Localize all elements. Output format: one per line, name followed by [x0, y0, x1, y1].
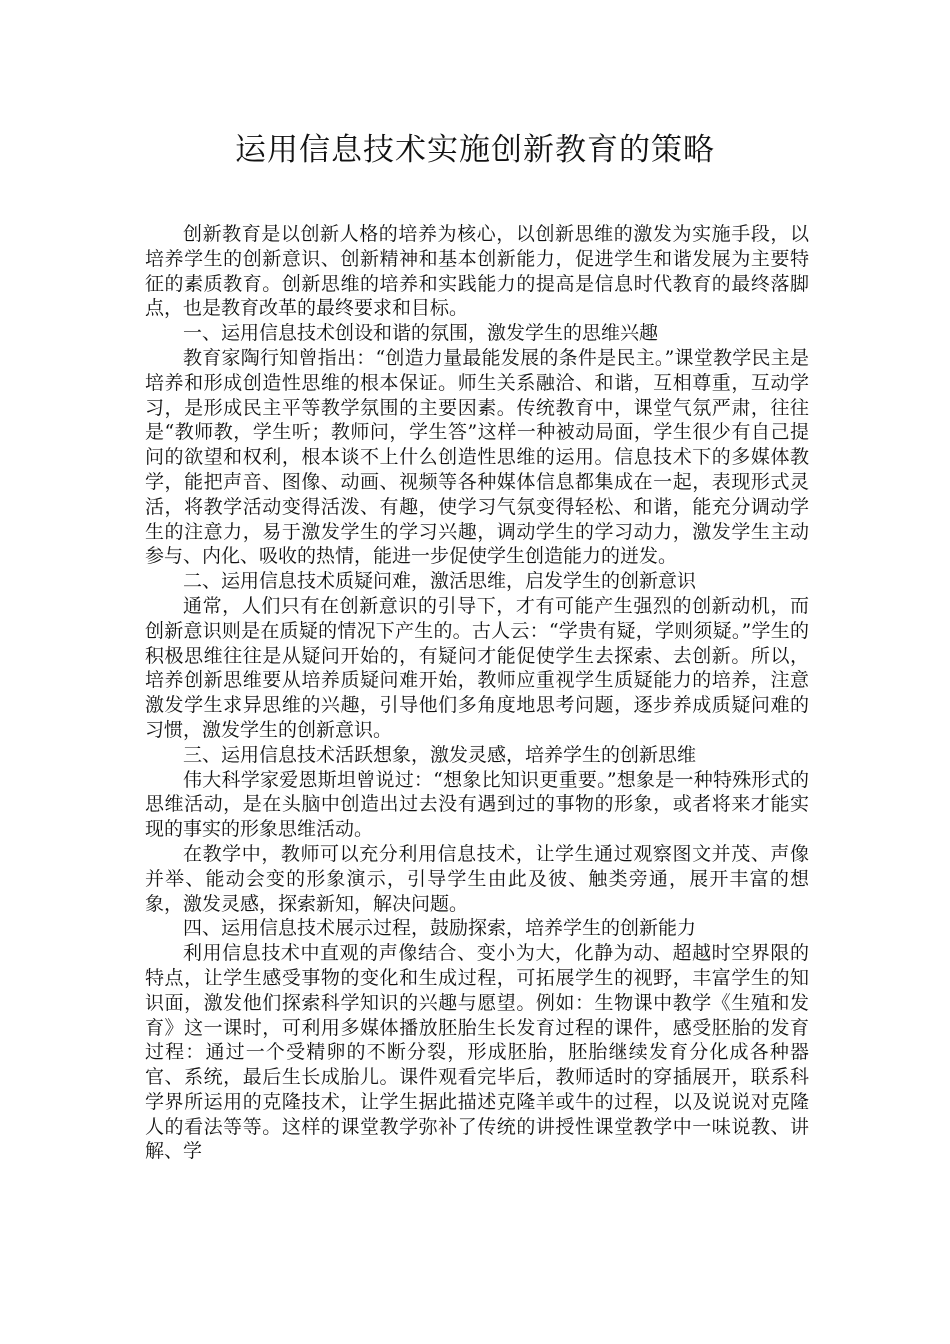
paragraph-section-2: 通常，人们只有在创新意识的引导下，才有可能产生强烈的创新动机，而创新意识则是在质疑的情况下产生的。古人云：“学贵有疑，学则须疑。”学生的积极思维往往是从疑问开始的，有疑问才能促使学生去探索、去创新。所以，培养创新思维要从培养质疑问难开始，教师应重视学生质疑能力的培养，注意激发学生求异思维的兴趣，引导他们多角度地思考问题，逐步养成质疑问难的习惯，激发学生的创新意识。: [145, 594, 809, 741]
section-heading-1: 一、运用信息技术创设和谐的氛围，激发学生的思维兴趣: [183, 322, 659, 345]
paragraph-section-3a: 伟大科学家爱恩斯坦曾说过：“想象比知识更重要。”想象是一种特殊形式的思维活动，是在头脑中创造出过去没有遇到过的事物的形象，或者将来才能实现的事实的形象思维活动。: [145, 768, 809, 841]
paragraph-section-1: 教育家陶行知曾指出：“创造力量最能发展的条件是民主。”课堂教学民主是培养和形成创造性思维的根本保证。师生关系融洽、和谐，互相尊重，互动学习，是形成民主平等教学氛围的主要因素。传统教育中，课堂气氛严肃，往往是“教师教，学生听；教师问，学生答”这样一种被动局面，学生很少有自己提问的欲望和权利，根本谈不上什么创造性思维的运用。信息技术下的多媒体教学，能把声音、图像、动画、视频等各种媒体信息都集成在一起，表现形式灵活，将教学活动变得活泼、有趣，使学习气氛变得轻松、和谐，能充分调动学生的注意力，易于激发学生的学习兴趣，调动学生的学习动力，激发学生主动参与、内化、吸收的热情，能进一步促使学生创造能力的迸发。: [145, 346, 809, 568]
paragraph-section-3b: 在教学中，教师可以充分利用信息技术，让学生通过观察图文并茂、声像并举、能动会变的形象演示，引导学生由此及彼、触类旁通，展开丰富的想象，激发灵感，探索新知，解决问题。: [145, 842, 809, 915]
section-heading-3: 三、运用信息技术活跃想象，激发灵感，培养学生的创新思维: [183, 743, 697, 766]
document-body: [145, 222, 809, 1164]
paragraph-section-4: 利用信息技术中直观的声像结合、变小为大，化静为动、超越时空界限的特点，让学生感受事物的变化和生成过程，可拓展学生的视野，丰富学生的知识面，激发他们探索科学知识的兴趣与愿望。例如：生物课中教学《生殖和发育》这一课时，可利用多媒体播放胚胎生长发育过程的课件，感受胚胎的发育过程：通过一个受精卵的不断分裂，形成胚胎，胚胎继续发育分化成各种器官、系统，最后生长成胎儿。课件观看完毕后，教师适时的穿插展开，联系科学界所运用的克隆技术，让学生据此描述克隆羊或牛的过程，以及说说对克隆人的看法等等。这样的课堂教学弥补了传统的讲授性课堂教学中一味说教、讲解、学: [145, 942, 809, 1163]
document-title: 运用信息技术实施创新教育的策略: [235, 132, 715, 168]
section-heading-4: 四、运用信息技术展示过程，鼓励探索，培养学生的创新能力: [183, 917, 697, 940]
section-heading-2: 二、运用信息技术质疑问难，激活思维，启发学生的创新意识: [183, 570, 697, 593]
paragraph-intro: 创新教育是以创新人格的培养为核心，以创新思维的激发为实施手段，以培养学生的创新意识、创新精神和基本创新能力，促进学生和谐发展为主要特征的素质教育。创新思维的培养和实践能力的提高是信息时代教育的最终落脚点，也是教育改革的最终要求和目标。: [145, 223, 809, 320]
